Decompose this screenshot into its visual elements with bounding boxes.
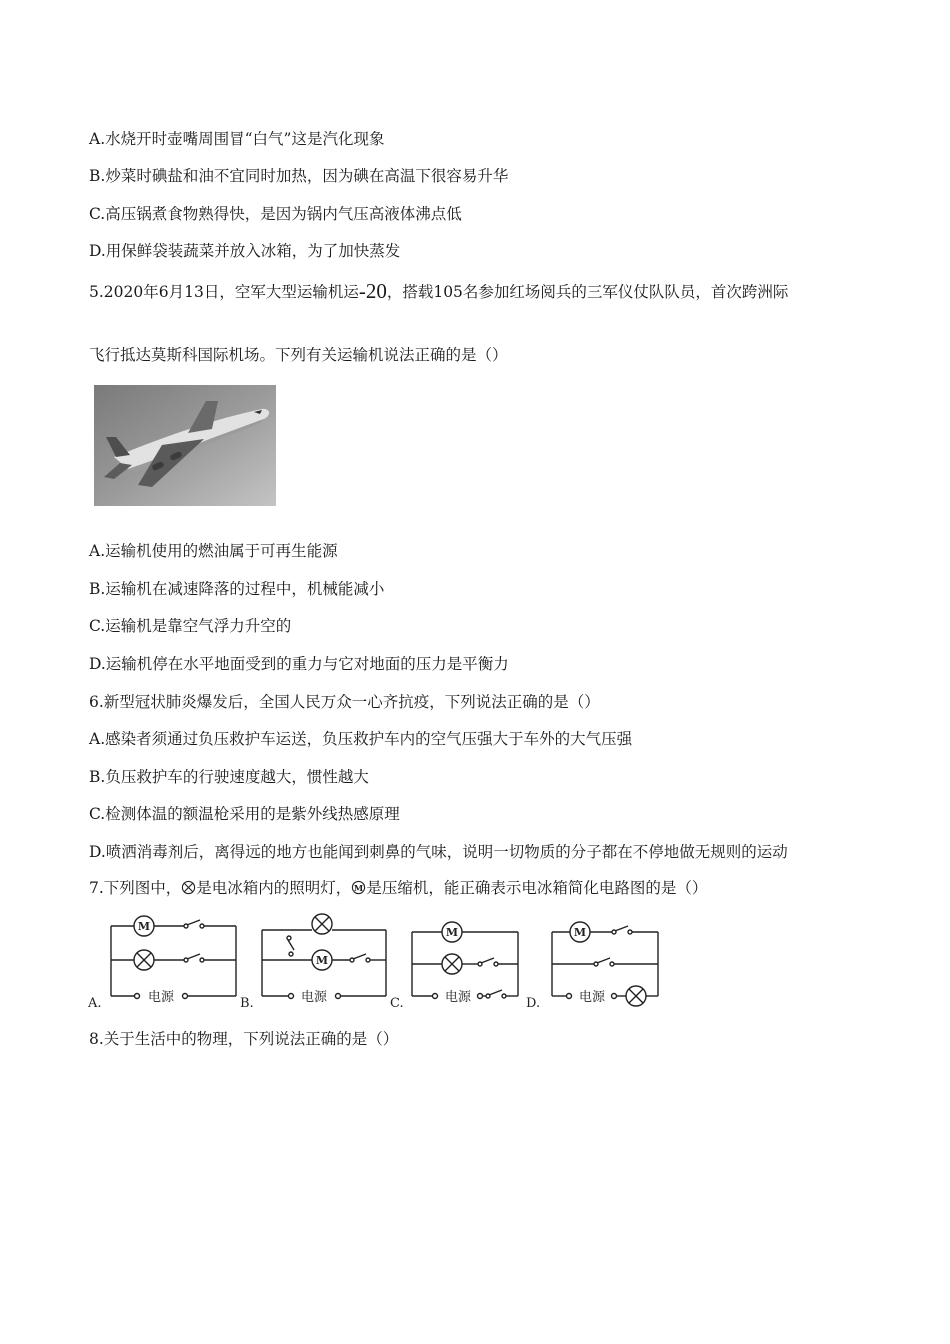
q8-stem: 8.关于生活中的物理，下列说法正确的是（）	[89, 1030, 399, 1048]
motor-symbol-icon	[351, 880, 366, 895]
q5-stem	[89, 281, 788, 302]
circuit-c-motor-letter: M	[445, 926, 459, 939]
circuit-c-source-label: 电源	[444, 990, 472, 1005]
motor-symbol-letter: M	[354, 882, 364, 893]
q7-stem-part1: 7.下列图中，	[89, 879, 182, 897]
q4-option-c: C.高压锅煮食物熟得快，是因为锅内气压高液体沸点低	[89, 205, 462, 223]
circuit-a-option-label: A.	[88, 996, 102, 1011]
q6-stem: 6.新型冠状肺炎爆发后，全国人民万众一心齐抗疫，下列说法正确的是（）	[89, 693, 600, 711]
q5-option-a: A.运输机使用的燃油属于可再生能源	[89, 542, 338, 560]
circuit-a-motor-letter: M	[137, 920, 151, 933]
circuit-d-source-label: 电源	[578, 990, 606, 1005]
q5-stem-part1: 5.2020年6月13日，空军大型运输机运	[89, 283, 359, 301]
q6-option-a: A.感染者须通过负压救护车运送，负压救护车内的空气压强大于车外的大气压强	[89, 730, 633, 748]
q5-option-c: C.运输机是靠空气浮力升空的	[89, 617, 292, 635]
circuit-b-source-label: 电源	[300, 990, 328, 1005]
circuit-d-motor-letter: M	[573, 926, 587, 939]
circuit-options	[86, 910, 666, 1014]
q7-stem-part3: 是压缩机，能正确表示电冰箱简化电路图的是（）	[366, 879, 708, 897]
q6-option-c: C.检测体温的额温枪采用的是紫外线热感原理	[89, 805, 400, 823]
circuit-b-option-label: B.	[240, 996, 254, 1011]
circuit-c	[412, 922, 518, 999]
q5-stem-part2: ，搭载105名参加红场阅兵的三军仪仗队队员，首次跨洲际	[386, 283, 789, 301]
circuit-d-option-label: D.	[526, 996, 541, 1011]
circuit-a-source-label: 电源	[147, 990, 175, 1005]
q7-stem	[89, 878, 707, 898]
circuit-a	[111, 916, 236, 999]
q5-model-number: -20	[358, 279, 387, 303]
q4-option-b: B.炒菜时碘盐和油不宜同时加热，因为碘在高温下很容易升华	[89, 167, 509, 185]
q5-stem-line2: 飞行抵达莫斯科国际机场。下列有关运输机说法正确的是（）	[89, 346, 508, 364]
transport-aircraft-photo	[94, 385, 276, 506]
q6-option-b: B.负压救护车的行驶速度越大，惯性越大	[89, 768, 369, 786]
q4-option-d: D.用保鲜袋装蔬菜并放入冰箱，为了加快蒸发	[89, 242, 401, 260]
lamp-symbol-icon	[181, 880, 196, 895]
q7-stem-part2: 是电冰箱内的照明灯，	[196, 879, 352, 897]
q5-option-d: D.运输机停在水平地面受到的重力与它对地面的压力是平衡力	[89, 655, 509, 673]
circuit-b-motor-letter: M	[315, 954, 329, 967]
q5-option-b: B.运输机在减速降落的过程中，机械能减小	[89, 580, 385, 598]
q6-option-d: D.喷洒消毒剂后，离得远的地方也能闻到刺鼻的气味，说明一切物质的分子都在不停地做无规则的运动	[89, 843, 788, 861]
circuit-c-option-label: C.	[390, 996, 404, 1011]
q4-option-a: A.水烧开时壶嘴周围冒“白气”这是汽化现象	[89, 130, 385, 148]
